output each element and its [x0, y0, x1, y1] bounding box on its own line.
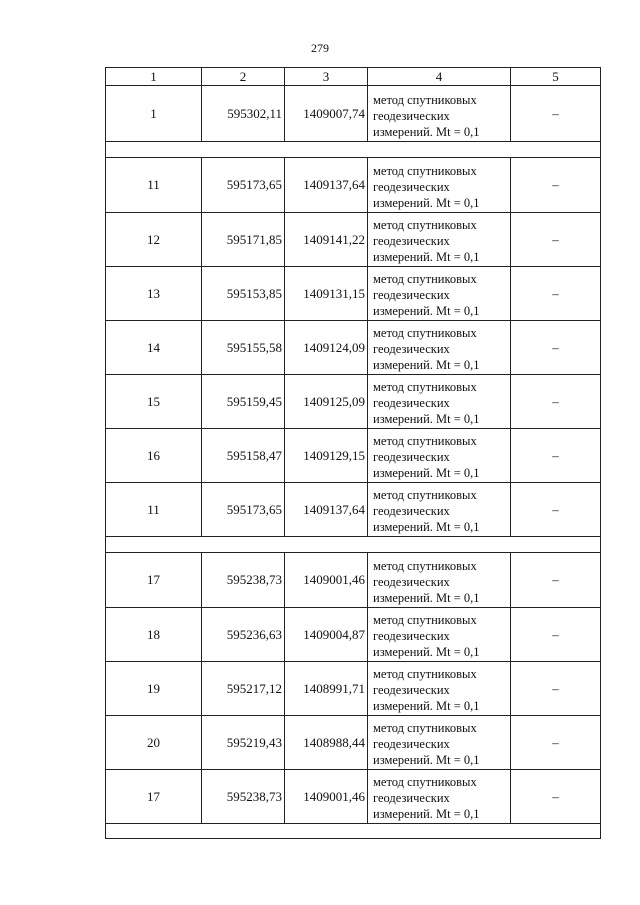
method-description [368, 770, 511, 824]
method-description [368, 158, 511, 213]
method-line: измерений. Mt = 0,1 [373, 358, 480, 372]
method-description [368, 375, 511, 429]
method-description [368, 716, 511, 770]
dash-cell: – [511, 770, 601, 824]
dash-cell: – [511, 553, 601, 608]
table-row [106, 429, 601, 483]
dash-cell: – [511, 267, 601, 321]
method-line: геодезических [373, 180, 450, 194]
table-row [106, 375, 601, 429]
point-number: 14 [106, 321, 202, 375]
point-number: 20 [106, 716, 202, 770]
separator-cell [106, 824, 601, 839]
method-line: геодезических [373, 288, 450, 302]
page-number: 279 [311, 41, 329, 55]
method-description [368, 483, 511, 537]
point-number: 15 [106, 375, 202, 429]
coordinate-y: 1409129,15 [285, 429, 368, 483]
separator-row [106, 537, 601, 553]
table-row [106, 158, 601, 213]
method-line: метод спутниковых [373, 559, 477, 573]
method-line: измерений. Mt = 0,1 [373, 304, 480, 318]
method-description [368, 608, 511, 662]
method-line: измерений. Mt = 0,1 [373, 591, 480, 605]
method-line: измерений. Mt = 0,1 [373, 753, 480, 767]
point-number: 13 [106, 267, 202, 321]
table-body [106, 86, 601, 839]
coordinate-x: 595171,85 [202, 213, 285, 267]
method-line: измерений. Mt = 0,1 [373, 125, 480, 139]
method-line: геодезических [373, 450, 450, 464]
coordinate-y: 1409124,09 [285, 321, 368, 375]
method-line: измерений. Mt = 0,1 [373, 807, 480, 821]
dash-cell: – [511, 213, 601, 267]
method-line: метод спутниковых [373, 380, 477, 394]
method-line: метод спутниковых [373, 667, 477, 681]
dash-cell: – [511, 158, 601, 213]
method-line: метод спутниковых [373, 93, 477, 107]
method-description [368, 429, 511, 483]
method-line: геодезических [373, 791, 450, 805]
coordinate-y: 1409137,64 [285, 483, 368, 537]
method-line: метод спутниковых [373, 488, 477, 502]
table-row [106, 267, 601, 321]
coordinate-x: 595159,45 [202, 375, 285, 429]
column-header: 5 [511, 68, 601, 86]
method-line: измерений. Mt = 0,1 [373, 250, 480, 264]
method-line: геодезических [373, 737, 450, 751]
dash-cell: – [511, 321, 601, 375]
method-line: геодезических [373, 396, 450, 410]
coordinate-x: 595302,11 [202, 86, 285, 142]
method-line: геодезических [373, 342, 450, 356]
method-description [368, 662, 511, 716]
method-line: метод спутниковых [373, 218, 477, 232]
point-number: 11 [106, 158, 202, 213]
method-line: метод спутниковых [373, 613, 477, 627]
table-row [106, 483, 601, 537]
coordinate-y: 1408991,71 [285, 662, 368, 716]
method-description [368, 86, 511, 142]
column-header: 4 [368, 68, 511, 86]
coordinate-x: 595236,63 [202, 608, 285, 662]
point-number: 16 [106, 429, 202, 483]
coordinate-x: 595217,12 [202, 662, 285, 716]
method-description [368, 267, 511, 321]
coordinate-y: 1409125,09 [285, 375, 368, 429]
coordinate-y: 1409004,87 [285, 608, 368, 662]
method-description [368, 321, 511, 375]
point-number: 1 [106, 86, 202, 142]
column-header: 3 [285, 68, 368, 86]
separator-row [106, 824, 601, 839]
method-line: измерений. Mt = 0,1 [373, 699, 480, 713]
method-line: метод спутниковых [373, 272, 477, 286]
table-row [106, 770, 601, 824]
method-line: геодезических [373, 109, 450, 123]
table-header-row [106, 68, 601, 86]
point-number: 18 [106, 608, 202, 662]
method-line: метод спутниковых [373, 326, 477, 340]
coordinate-y: 1408988,44 [285, 716, 368, 770]
method-line: измерений. Mt = 0,1 [373, 645, 480, 659]
separator-cell [106, 537, 601, 553]
method-line: геодезических [373, 504, 450, 518]
column-header: 2 [202, 68, 285, 86]
coordinate-y: 1409137,64 [285, 158, 368, 213]
coordinate-x: 595173,65 [202, 483, 285, 537]
coordinate-x: 595238,73 [202, 770, 285, 824]
point-number: 17 [106, 553, 202, 608]
method-line: метод спутниковых [373, 721, 477, 735]
method-line: геодезических [373, 629, 450, 643]
point-number: 17 [106, 770, 202, 824]
dash-cell: – [511, 86, 601, 142]
method-line: геодезических [373, 575, 450, 589]
method-description [368, 213, 511, 267]
dash-cell: – [511, 662, 601, 716]
method-description [368, 553, 511, 608]
coordinate-x: 595238,73 [202, 553, 285, 608]
table-row [106, 321, 601, 375]
point-number: 11 [106, 483, 202, 537]
coordinate-x: 595158,47 [202, 429, 285, 483]
coordinate-x: 595173,65 [202, 158, 285, 213]
table-row [106, 213, 601, 267]
method-line: измерений. Mt = 0,1 [373, 196, 480, 210]
dash-cell: – [511, 608, 601, 662]
dash-cell: – [511, 483, 601, 537]
coordinate-x: 595219,43 [202, 716, 285, 770]
method-line: метод спутниковых [373, 434, 477, 448]
separator-row [106, 142, 601, 158]
table-row [106, 86, 601, 142]
table-row [106, 716, 601, 770]
point-number: 12 [106, 213, 202, 267]
coordinates-table [105, 67, 601, 839]
method-line: метод спутниковых [373, 164, 477, 178]
method-line: измерений. Mt = 0,1 [373, 412, 480, 426]
method-line: геодезических [373, 683, 450, 697]
dash-cell: – [511, 429, 601, 483]
method-line: метод спутниковых [373, 775, 477, 789]
table-row [106, 608, 601, 662]
table-row [106, 553, 601, 608]
method-line: измерений. Mt = 0,1 [373, 466, 480, 480]
coordinate-y: 1409141,22 [285, 213, 368, 267]
method-line: геодезических [373, 234, 450, 248]
dash-cell: – [511, 716, 601, 770]
coordinate-y: 1409007,74 [285, 86, 368, 142]
column-header: 1 [106, 68, 202, 86]
coordinate-y: 1409131,15 [285, 267, 368, 321]
dash-cell: – [511, 375, 601, 429]
coordinate-x: 595153,85 [202, 267, 285, 321]
coordinate-y: 1409001,46 [285, 553, 368, 608]
method-line: измерений. Mt = 0,1 [373, 520, 480, 534]
table-row [106, 662, 601, 716]
point-number: 19 [106, 662, 202, 716]
separator-cell [106, 142, 601, 158]
coordinate-y: 1409001,46 [285, 770, 368, 824]
coordinate-x: 595155,58 [202, 321, 285, 375]
